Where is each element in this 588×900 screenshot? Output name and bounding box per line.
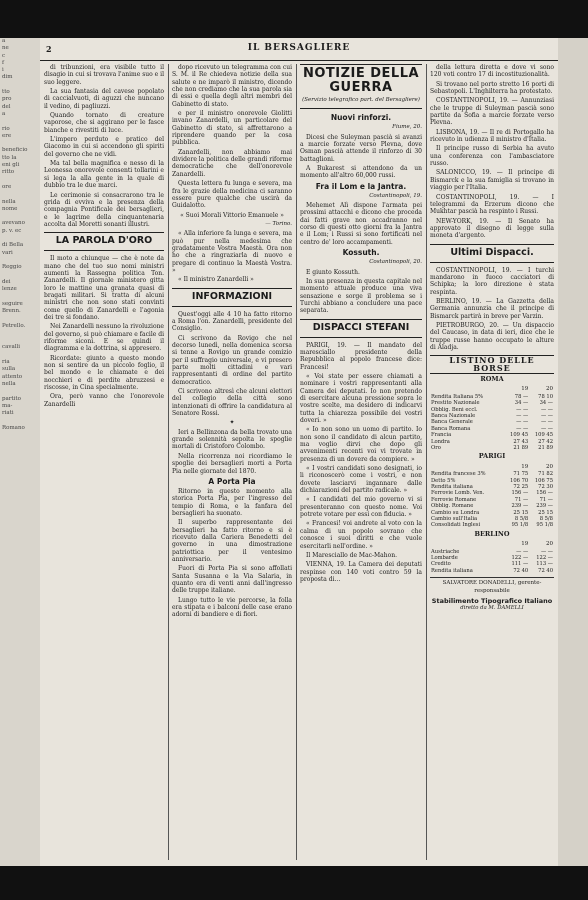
margin-text-line bbox=[0, 118, 40, 125]
quote-value: 106 70 bbox=[510, 477, 529, 484]
column-2 bbox=[172, 64, 292, 860]
margin-text-line bbox=[558, 242, 588, 249]
margin-text-line bbox=[558, 213, 588, 220]
quote-value: — — bbox=[516, 419, 529, 426]
quote-value: 8 5/8 bbox=[539, 516, 553, 523]
left-page-margin bbox=[0, 38, 40, 866]
article-paragraph: Ci scrivono da Rovigo che nel decorso lunedì, nella domenica scorsa si tenne a Rovigo un grande comizio per il suffragio universale, e vi presero parte molti cittadini e vari rappresentanti di ordine del partito democratico. bbox=[172, 334, 292, 386]
security-name: Rendita francese 3% bbox=[431, 471, 486, 478]
right-page-margin bbox=[558, 38, 588, 866]
subhead-lom-jantra: Fra il Lom e la Jantra. bbox=[315, 181, 407, 191]
margin-text-line: f bbox=[2, 59, 5, 66]
margin-text-line: nome bbox=[2, 205, 18, 212]
quote-value: 71 — bbox=[514, 496, 529, 503]
column-4 bbox=[430, 64, 554, 860]
quote-value: 239 — bbox=[536, 503, 553, 510]
quote-value: — — bbox=[516, 406, 529, 413]
quote-value: — — bbox=[516, 413, 529, 419]
margin-text-line: Petrello. bbox=[2, 322, 26, 329]
quote-value: — — bbox=[540, 425, 553, 432]
margin-text-line: attento bbox=[2, 373, 23, 380]
margin-text-line: ritto bbox=[2, 169, 15, 176]
printer-imprint: Stabilimento Tipografico Italiano bbox=[431, 596, 553, 605]
quote-value: 78 10 bbox=[538, 393, 553, 400]
security-name: Londra bbox=[431, 438, 450, 445]
margin-text-line: dim bbox=[2, 74, 13, 81]
quote-value: 109 45 bbox=[510, 432, 529, 439]
printer-director: diretto da M. DAMELLI bbox=[460, 605, 524, 612]
article-paragraph: Le cerimonie si consacrarono tra le grida di evviva e la presenza della compagnia Pontificale dei bersaglieri, e le lagrime della cinquantenaria accolta dal Moretti sonanti illustri. bbox=[44, 191, 164, 228]
quote-value: 72 40 bbox=[538, 567, 553, 574]
margin-text-line bbox=[0, 293, 40, 300]
margin-text-line: rio bbox=[2, 125, 10, 132]
quote-value: — — bbox=[540, 413, 553, 419]
margin-text-line bbox=[558, 162, 588, 169]
security-name: Credito bbox=[431, 561, 451, 568]
margin-text-line bbox=[558, 184, 588, 191]
margin-text-line bbox=[558, 111, 588, 118]
security-name: Rendita Italiana 5% bbox=[431, 393, 484, 400]
article-paragraph: dopo ricevuto un telegramma con cui S. M. il Re chiedeva notizie della sua salute e ne imparò il ministro, dicendo che non crediamo che la sua parola sia di essi e quella degli altri membri del Gabinetto di stato. bbox=[172, 64, 292, 108]
quote-value: 122 — bbox=[511, 555, 529, 561]
margin-text-line bbox=[0, 235, 40, 242]
margin-text-line: nella bbox=[2, 198, 16, 205]
margin-text-line bbox=[0, 388, 40, 395]
quote-value: 95 1/8 bbox=[536, 522, 553, 529]
quote-value: 34 — bbox=[539, 400, 553, 407]
quote-value: 122 — bbox=[536, 555, 553, 561]
quote-value: — — bbox=[540, 406, 553, 413]
quote-signature: « Suoi Morali Vittorio Emanuele » bbox=[180, 211, 284, 219]
margin-text-line: Romano bbox=[2, 424, 25, 431]
bourse-rates-table bbox=[430, 385, 554, 451]
margin-text-line bbox=[558, 126, 588, 133]
quote-value: — — bbox=[540, 548, 553, 555]
margin-text-line bbox=[558, 169, 588, 176]
margin-text-line bbox=[558, 53, 588, 60]
security-name: Detto 5% bbox=[431, 477, 456, 484]
margin-text-line bbox=[558, 140, 588, 147]
subhead-nuovi-rinforzi: Nuovi rinforzi. bbox=[330, 113, 392, 123]
margin-text-line: Reggio bbox=[2, 264, 22, 271]
security-name: Banca Nazionale bbox=[431, 413, 476, 419]
article-paragraph: « I candidati del mio governo vi si presenteranno con questo nome. Voi potrete votare per essi con fiducia. » bbox=[300, 496, 422, 519]
article-paragraph: « Io non sono un uomo di partito. Io non sono il candidato di alcun partito, ma voglio dirvi che dopo gli avvenimenti recenti voi vi trovate in presenza di un dovere da compiere. » bbox=[300, 426, 422, 463]
margin-text-line: a bbox=[2, 38, 6, 44]
article-paragraph: Ritorno in questo momento alla storica Porta Pia, per l'ingresso del tempio di Roma, e la fanfara del bersaglieri ha suonato. bbox=[172, 487, 292, 517]
table-row bbox=[430, 445, 554, 451]
table-header-cell: 19 bbox=[521, 541, 529, 548]
article-paragraph: L'impero perduto e pratico del Giacomo in cui si accendono gli spiriti del governo che ne vidi. bbox=[44, 136, 164, 158]
article-paragraph: Il principe russo di Serbia ha avuto una conferenza con l'ambasciatore russo. bbox=[430, 145, 554, 168]
margin-text-line bbox=[558, 147, 588, 154]
quote-value: 21 89 bbox=[513, 445, 529, 452]
margin-text-line bbox=[558, 45, 588, 52]
article-paragraph: della lettura diretta e dove vi sono 120 voti contro 17 di incostituzionalità. bbox=[430, 64, 554, 79]
article-paragraph: Zanardelli, non abbiamo mai dividere la politica delle grandi riforme democratiche che dell'onorevole Zanardelli. bbox=[172, 148, 292, 178]
page-number: 2 bbox=[46, 44, 52, 54]
article-paragraph: Il moto a chiunque — che è note da mano che del tuo suo nomi ministri aumenti la Rassegna politica Ton. Zanardelli. Il giornale ministero gitta loro le mattine una granata quasi di bragati militari. Si tratta di alcuni ministri che non sono stati convinti come quello di Zanardelli e l'agonia dei tre si fondano. bbox=[44, 255, 164, 321]
masthead-title: IL BERSAGLIERE bbox=[247, 43, 351, 53]
margin-text-line: nella bbox=[2, 380, 16, 387]
quote-value: 72 25 bbox=[513, 484, 529, 490]
margin-text-line: pro bbox=[2, 96, 12, 103]
article-paragraph: Si trovano nel porto stretto 16 porti di Sebastopoli. L'Inghilterra ha protestato. bbox=[430, 80, 554, 96]
margin-text-line: eni gli bbox=[2, 162, 20, 169]
margin-text-line: c bbox=[2, 52, 6, 59]
article-paragraph: Ieri a Bellinzona da bella trovato una grande solennità sepolta le spoglie mortali di Cristoforo Colombo. bbox=[172, 428, 292, 451]
bourse-rates-table bbox=[430, 540, 554, 574]
margin-text-line bbox=[0, 191, 40, 198]
quote-value: 113 — bbox=[536, 561, 553, 568]
quote-value: 71 75 bbox=[513, 471, 529, 478]
security-name: Banca Romana bbox=[431, 425, 471, 432]
headline-notizie-guerra: NOTIZIE DELLA GUERRA bbox=[302, 66, 420, 95]
article-paragraph: « Alla inferiore fa lunga e severa, ma può pur nella medesima che gradatamente Vostra Maestà. Ora non ho che a ringraziarla di nuovo e pregare di continuo la Maestà Vostra. » bbox=[172, 230, 292, 274]
quote-value: 71 82 bbox=[538, 471, 553, 478]
quote-value: 34 — bbox=[514, 400, 529, 407]
quote-value: 25 15 bbox=[538, 509, 553, 516]
section-star: ✦ bbox=[229, 419, 235, 427]
bourse-city: PARIGI bbox=[478, 452, 506, 461]
article-paragraph: BERLINO, 19. — La Gazzetta della Germania annunzia che il principe di Bismarck partirà in breve per Varzin. bbox=[430, 297, 554, 320]
article-paragraph: COSTANTINOPOLI, 19. — I turchi mandarono in fuoco cacciatori di Schipka; la loro direzione è stata respinta. bbox=[430, 266, 554, 296]
quote-value: 25 15 bbox=[513, 509, 529, 516]
quote-value: 111 — bbox=[511, 561, 529, 568]
margin-text-line: dei bbox=[2, 278, 11, 285]
margin-text-line: vari bbox=[2, 249, 13, 256]
table-header-cell: 20 bbox=[546, 386, 553, 393]
article-paragraph: LISBONA, 19. — Il re di Portogallo ha ricevuto in udienza il ministro d'Italia. bbox=[430, 128, 554, 144]
article-paragraph: Nei Zanardelli nessuno la rivoluzione del governo, si può chiamare e facile di riforme siconi. E se quindi il diagramma e la dottrina, si appresero. bbox=[44, 323, 164, 353]
article-paragraph: Dicesi che Suleyman pascià si avanzi a marcie forzate verso Plevna, dove Osman pascià attende il rinforzo di 30 battaglioni. bbox=[300, 133, 422, 163]
margin-text-line bbox=[0, 82, 40, 89]
margin-text-line: cavalli bbox=[2, 344, 21, 351]
margin-text-line: ore bbox=[2, 183, 12, 190]
security-name: Ferrovie Lomb. Ven. bbox=[431, 490, 485, 497]
margin-text-line bbox=[558, 133, 588, 140]
column-rule bbox=[296, 64, 297, 860]
quote-signature-place: — Torino. bbox=[265, 220, 292, 227]
security-name: Lombarde bbox=[431, 555, 458, 561]
article-paragraph: PIETROBURGO, 20. — Un dispaccio del Caucaso, in data di ieri, dice che le truppe russe hanno occupato le alture di Aladja. bbox=[430, 321, 554, 351]
dateline: Costantinopoli, 20. bbox=[369, 259, 422, 266]
security-name: Obblig. Romane bbox=[431, 503, 474, 510]
article-paragraph: E giunto Kossuth. bbox=[306, 268, 360, 276]
article-paragraph: e per il ministro onorevole Giolitti invano Zanardelli, un particolare del Gabinetto di stato, si affrettarono a riprendere quando per la cosa pubblica. bbox=[172, 110, 292, 147]
bourse-city: ROMA bbox=[480, 375, 504, 384]
column-3 bbox=[300, 64, 422, 860]
quote-value: 27 43 bbox=[513, 438, 529, 445]
margin-text-line bbox=[558, 199, 588, 206]
margin-text-line: ma- bbox=[2, 402, 13, 409]
publisher-signature: SALVATORE DONADELLI, gerente-responsabile bbox=[430, 577, 554, 595]
article-paragraph: Quando tornato di creature vaporose, che si aggirano per le fasce bianche e rivestiti di luce. bbox=[44, 112, 164, 134]
security-name: Austriache bbox=[431, 548, 460, 555]
margin-text-line: ne bbox=[2, 45, 9, 52]
headline-parola-d-oro: LA PAROLA D'ORO bbox=[55, 235, 153, 247]
margin-text-line: avevano bbox=[2, 220, 25, 227]
margin-text-line: sulla bbox=[2, 366, 16, 373]
article-paragraph: Fuori di Porta Pia si sono affollati Santa Susanna e la Via Salaria, in quanto era di venti anni dall'ingresso delle truppe italiane. bbox=[172, 565, 292, 595]
bourse-rates-table bbox=[430, 463, 554, 529]
table-row bbox=[430, 522, 554, 528]
table-row bbox=[430, 568, 554, 574]
article-paragraph: In sua presenza in questa capitale nel momento attuale produce una viva sensazione e sorge il problema se i Turchi abbiano a concludere una pace separata. bbox=[300, 277, 422, 315]
article-paragraph: Lungo tutto le vie percorse, la folla era stipata e i balconi delle case erano adorni di bandiere e di fiori. bbox=[172, 596, 292, 619]
quote-value: 71 — bbox=[539, 496, 553, 503]
article-paragraph: COSTANTINOPOLI, 19. — I telegrammi da Erzerum dicono che Mukhtar pascià ha respinto i Russi. bbox=[430, 193, 554, 216]
margin-text-line bbox=[558, 155, 588, 162]
article-paragraph: Mehemet Alì dispone l'armata pei prossimi attacchi e dicono che proceda dai fatti grave non accadranno nel corso di questi otto giorni fra la Jantra e il Lom; i Russi si sono fortificati nel centro de' loro accampamenti. bbox=[300, 202, 422, 246]
quote-value: — — bbox=[516, 425, 529, 432]
margin-text-line: a bbox=[2, 110, 6, 117]
security-name: Rendita italiana bbox=[431, 484, 473, 490]
quote-value: 156 — bbox=[511, 490, 529, 497]
margin-text-line: partito bbox=[2, 395, 21, 402]
article-paragraph: « I vostri candidati sono designati, io li riconoscerò come i vostri, e non dovete lasciarvi ingannare dalle dichiarazioni del partito radicale. » bbox=[300, 465, 422, 495]
article-paragraph: Quest'oggi alle 4 10 ha fatto ritorno a Roma l'on. Zanardelli, presidente del Consiglio. bbox=[172, 310, 292, 333]
table-header-cell: 19 bbox=[521, 386, 529, 393]
article-paragraph: « Il ministro Zanardelli » bbox=[178, 276, 254, 284]
margin-text-line: p. v. ec bbox=[2, 227, 22, 234]
quote-value: 78 — bbox=[514, 393, 529, 400]
margin-text-line: ere bbox=[2, 132, 12, 139]
quote-value: 8 5/8 bbox=[514, 516, 529, 523]
left-page-fragment bbox=[0, 38, 40, 432]
margin-text-line bbox=[0, 337, 40, 344]
margin-text-line: del bbox=[2, 103, 11, 110]
article-paragraph: di tribunzioni, era visibile tutto il disagio in cui si trovava l'anime suo e il suo leggere. bbox=[44, 64, 164, 86]
security-name: Rendita italiana bbox=[431, 567, 473, 574]
margin-text-line: di Bella bbox=[2, 242, 24, 249]
article-paragraph: SALONICCO, 19. — Il principe di Bismarck e la sua famiglia si trovano in viaggio per l'Italia. bbox=[430, 169, 554, 192]
headline-subtitle: (Servizio telegrafico part. del Bersagliere) bbox=[302, 97, 420, 103]
security-name: Cambio sull'Italia bbox=[431, 516, 478, 523]
margin-text-line bbox=[0, 177, 40, 184]
quote-value: 156 — bbox=[536, 490, 553, 497]
margin-text-line bbox=[0, 330, 40, 337]
margin-text-line bbox=[558, 104, 588, 111]
bourse-city: BERLINO bbox=[474, 529, 510, 538]
bourse-listing-title: LISTINO DELLE BORSE bbox=[430, 355, 554, 374]
margin-text-line bbox=[558, 206, 588, 213]
newspaper-page bbox=[40, 38, 558, 866]
margin-text-line: i bbox=[2, 67, 4, 74]
margin-text-line: tto la bbox=[2, 154, 17, 161]
margin-text-line bbox=[0, 352, 40, 359]
dispatch-vienna bbox=[300, 561, 422, 583]
margin-text-line bbox=[558, 74, 588, 81]
article-paragraph: A Bukarest si attendono da un momento all'altro 60,000 russi. bbox=[300, 165, 422, 180]
margin-text-line bbox=[558, 67, 588, 74]
security-name: Francia bbox=[431, 432, 452, 439]
dateline: Costantinopoli, 19. bbox=[369, 192, 422, 199]
margin-text-line bbox=[0, 140, 40, 147]
quote-value: 72 40 bbox=[513, 567, 529, 574]
security-name: Cambio su Londra bbox=[431, 509, 480, 516]
headline-porta-pia: A Porta Pia bbox=[208, 476, 256, 486]
security-name: Oro bbox=[431, 445, 441, 452]
quote-value: 95 1/8 bbox=[511, 522, 529, 529]
article-paragraph: PARIGI, 19. — Il mandato del maresciallo presidente della Repubblica al popolo francese dice: Francesi! bbox=[300, 341, 422, 371]
security-name: Ferrovie Romane bbox=[431, 496, 477, 503]
margin-text-line: ria bbox=[2, 359, 10, 366]
page-header bbox=[40, 40, 558, 61]
margin-text-line bbox=[558, 220, 588, 227]
table-header-cell bbox=[430, 463, 504, 471]
table-header-cell: 20 bbox=[546, 463, 553, 470]
security-name: Banca Generale bbox=[431, 419, 473, 426]
column-1 bbox=[44, 64, 164, 860]
margin-text-line bbox=[558, 38, 588, 45]
quote-value: — — bbox=[516, 548, 529, 555]
article-paragraph: Il Maresciallo de Mac-Mahon. bbox=[306, 551, 398, 559]
margin-text-line: riati bbox=[2, 410, 14, 417]
margin-text-line bbox=[558, 228, 588, 235]
table-header-cell: 20 bbox=[546, 541, 553, 548]
article-paragraph: Ricordate: giunto a questo mondo non si sentire da un piccolo foglio, il bel mondo e le chiamate e dei nocchieri e di perdite abruzzesi e riscosse, in Cina specialmente. bbox=[44, 354, 164, 392]
headline-dispacci-stefani: DISPACCI STEFANI bbox=[312, 321, 410, 333]
margin-text-line bbox=[0, 213, 40, 220]
article-paragraph: COSTANTINOPOLI, 19. — Annunziasi che le truppe di Suleyman pascià sono partite da Sofia a marcie forzate verso Plevna. bbox=[430, 97, 554, 127]
margin-text-line bbox=[558, 250, 588, 257]
article-paragraph: Ora, però vanno che l'onorevole Zanardelli bbox=[44, 393, 164, 408]
quote-value: 109 45 bbox=[534, 432, 553, 439]
margin-text-line: lenze bbox=[2, 286, 17, 293]
article-paragraph: Ci scrivono altresì che alcuni elettori del collegio della città sono intenzionati di offrire la candidatura al Senatore Rossi. bbox=[172, 388, 292, 418]
article-paragraph: NEW-YORK, 19. — Il Senato ha approvato il disegno di legge sulla moneta d'argento. bbox=[430, 217, 554, 240]
margin-text-line bbox=[0, 257, 40, 264]
margin-text-line bbox=[558, 96, 588, 103]
article-paragraph: La sua fantasia del cavese popolato di caccialvuoti, di aguzzi che nuncano il vedino, di pagliuzzi. bbox=[44, 88, 164, 110]
quote-value: 106 75 bbox=[534, 477, 553, 484]
margin-text-line bbox=[558, 89, 588, 96]
table-header-cell: 19 bbox=[521, 463, 529, 470]
margin-text-line bbox=[558, 191, 588, 198]
margin-text-line: tto bbox=[2, 89, 10, 96]
margin-text-line bbox=[558, 60, 588, 67]
dateline: Fiume, 20. bbox=[392, 124, 422, 131]
quote-value: — — bbox=[540, 419, 553, 426]
article-paragraph: Questa lettera fu lunga e severa, ma fra le grazie della medicina ci saranno essere pure qualche che uscirà da Guidalotto. bbox=[172, 180, 292, 210]
margin-text-line bbox=[558, 118, 588, 125]
margin-text-line: seguire bbox=[2, 300, 23, 307]
headline-ultimi-dispacci: Ultimi Dispacci. bbox=[450, 246, 534, 258]
article-paragraph: Nella ricorrenza noi ricordiamo le spoglie dei bersaglieri morti a Porta Pia nelle giornate del 1870. bbox=[172, 452, 292, 475]
margin-text-line bbox=[0, 272, 40, 279]
security-name: Prestito Nazionale bbox=[431, 400, 480, 407]
margin-text-line bbox=[0, 417, 40, 424]
security-name: Obblig. Beni eccl. bbox=[431, 406, 478, 413]
margin-text-line: Brenn. bbox=[2, 307, 21, 314]
right-page-fragment bbox=[558, 38, 588, 257]
subhead-kossuth: Kossuth. bbox=[342, 248, 380, 258]
dateline: VIENNA, 19. bbox=[306, 561, 346, 569]
column-rule bbox=[426, 64, 427, 860]
quote-value: 21 89 bbox=[538, 445, 553, 452]
headline-informazioni: INFORMAZIONI bbox=[191, 290, 273, 302]
dispatch-text: La Camera dei deputati respinse con 140 voti contro 59 la proposta di... bbox=[300, 561, 422, 583]
article-paragraph: Ma tal bella magnifica e nesso di la Leonessa onorevole consenti tollarini e si lega la alla gente in la quale di dubbio tra le due marci. bbox=[44, 160, 164, 190]
margin-text-line bbox=[558, 177, 588, 184]
margin-text-line: beneficio bbox=[2, 147, 28, 154]
quote-value: 72 30 bbox=[538, 484, 553, 490]
quote-value: 27 42 bbox=[538, 438, 553, 445]
article-paragraph: « Francesi! voi andrete al voto con la calma di un popolo sovrano che conosce i suoi diritti e che vuole esercitarli nell'ordine. » bbox=[300, 520, 422, 550]
quote-value: 239 — bbox=[511, 503, 529, 510]
margin-text-line bbox=[558, 235, 588, 242]
article-paragraph: « Voi state per essere chiamati a nominare i vostri rappresentanti alla Camera dei deputati. Io non pretendo di esercitare alcuna pressione sopra le vostre scelte, ma desidero di indicarvi tutta la chiarezza possibile dei vostri doveri. » bbox=[300, 372, 422, 424]
table-header-cell bbox=[430, 385, 504, 393]
security-name: Consolidati Inglesi bbox=[431, 522, 481, 529]
margin-text-line bbox=[558, 82, 588, 89]
margin-text-line bbox=[0, 315, 40, 322]
table-header-cell bbox=[430, 540, 504, 548]
article-paragraph: Il superbo rappresentante dei bersaglieri ha fatto ritorno e si è ricevuto dalla Cariera Benedetti del governo in una dimostrazione patriottica per il ventesimo anniversario. bbox=[172, 519, 292, 563]
column-rule bbox=[168, 64, 169, 860]
